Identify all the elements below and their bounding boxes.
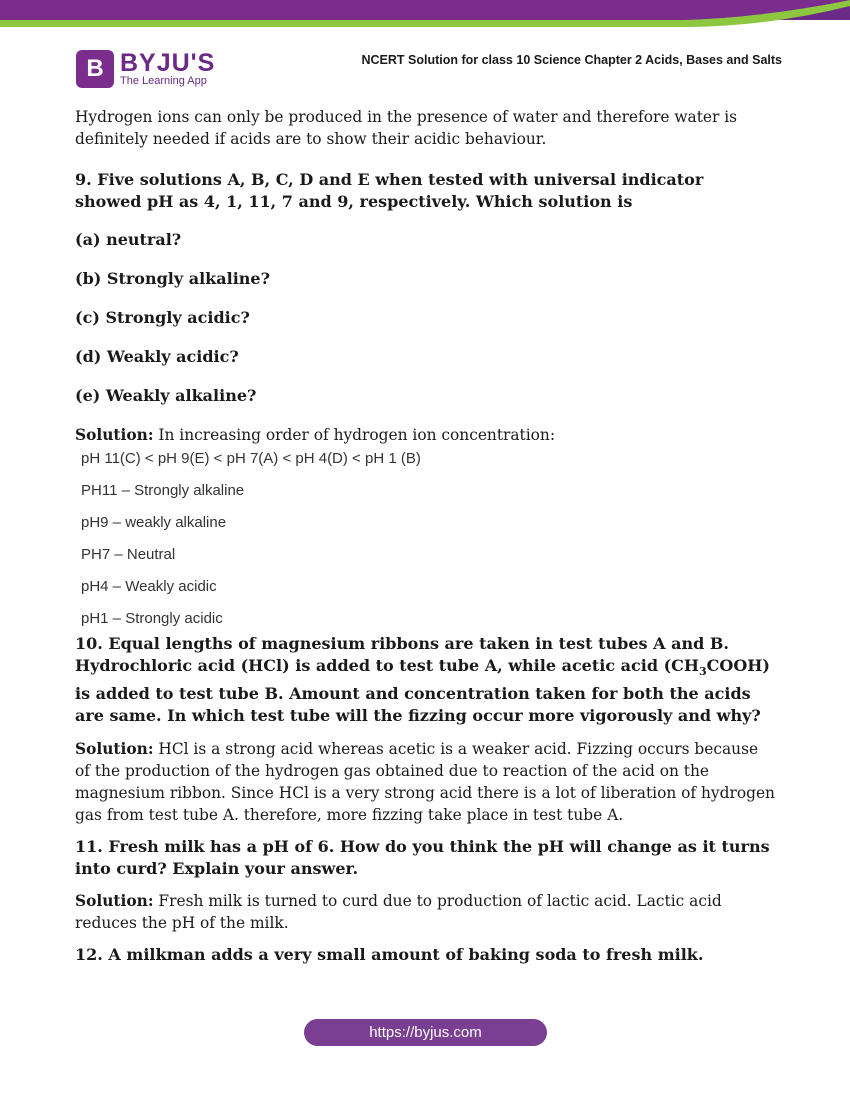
- ph-line-1: pH1 – Strongly acidic: [81, 610, 223, 627]
- q9-part-d: (d) Weakly acidic?: [75, 347, 239, 366]
- solution-label: Solution:: [75, 426, 154, 444]
- ph-line-11: PH11 – Strongly alkaline: [81, 482, 245, 499]
- q10-subscript: 3: [699, 665, 707, 679]
- q9-part-e: (e) Weakly alkaline?: [75, 386, 257, 405]
- q9-part-b: (b) Strongly alkaline?: [75, 269, 270, 288]
- q10-solution-text: HCl is a strong acid whereas acetic is a weaker acid. Fizzing occurs because of the production of the hydrogen gas obtained due to reaction of the acid on the magnesium ribbon. Since HCl is a very strong acid there is a lot of liberation of hydrogen gas from test tube A. therefore, more fizzing take place in test tube A.: [75, 740, 775, 825]
- logo-mark-letter: B: [86, 55, 104, 82]
- solution-label: Solution:: [75, 740, 154, 759]
- header-decorative-band: [0, 0, 850, 30]
- q10-text-a: 10. Equal lengths of magnesium ribbons are taken in test tubes A and B. Hydrochloric acid (HCl) is added to test tube A, while acetic acid (CH: [75, 634, 729, 675]
- q9-solution-text: In increasing order of hydrogen ion concentration:: [158, 426, 556, 444]
- q11-solution: [75, 890, 775, 934]
- intro-paragraph: Hydrogen ions can only be produced in the presence of water and therefore water is definitely needed if acids are to show their acidic behaviour.: [75, 108, 738, 148]
- q9-part-a: (a) neutral?: [75, 230, 182, 249]
- document-header-title: NCERT Solution for class 10 Science Chapter 2 Acids, Bases and Salts: [361, 53, 782, 67]
- ph-order-line: pH 11(C) < pH 9(E) < pH 7(A) < pH 4(D) < pH 1 (B): [81, 450, 421, 467]
- solution-label: Solution:: [75, 892, 154, 911]
- byjus-logo: [76, 50, 215, 88]
- ph-line-7: PH7 – Neutral: [81, 546, 176, 563]
- logo-brand: BYJU'S: [120, 48, 216, 77]
- q11-solution-text: Fresh milk is turned to curd due to production of lactic acid. Lactic acid reduces the pH of the milk.: [75, 892, 722, 933]
- footer-url-link[interactable]: [304, 1019, 547, 1046]
- q9-part-c: (c) Strongly acidic?: [75, 308, 250, 327]
- question-11: 11. Fresh milk has a pH of 6. How do you think the pH will change as it turns into curd? Explain your answer.: [75, 837, 770, 879]
- document-body: [75, 106, 775, 966]
- logo-tagline: The Learning App: [120, 74, 207, 87]
- q9-solution: [75, 424, 775, 446]
- question-12: 12. A milkman adds a very small amount of baking soda to fresh milk.: [75, 945, 704, 965]
- q10-text-b: COOH) is added to test tube B. Amount and concentration taken for both the acids are same. In which test tube will the fizzing occur more vigorously and why?: [75, 656, 770, 726]
- logo-mark: [76, 50, 114, 88]
- ph-line-9: pH9 – weakly alkaline: [81, 514, 227, 531]
- question-9: 9. Five solutions A, B, C, D and E when tested with universal indicator showed pH as 4, 1, 11, 7 and 9, respectively. Which solution is: [75, 170, 704, 211]
- ph-line-4: pH4 – Weakly acidic: [81, 578, 217, 595]
- q10-solution: [75, 738, 775, 826]
- question-10: [75, 633, 775, 727]
- footer-url-text: https://byjus.com: [369, 1024, 482, 1041]
- logo-text: [120, 48, 216, 88]
